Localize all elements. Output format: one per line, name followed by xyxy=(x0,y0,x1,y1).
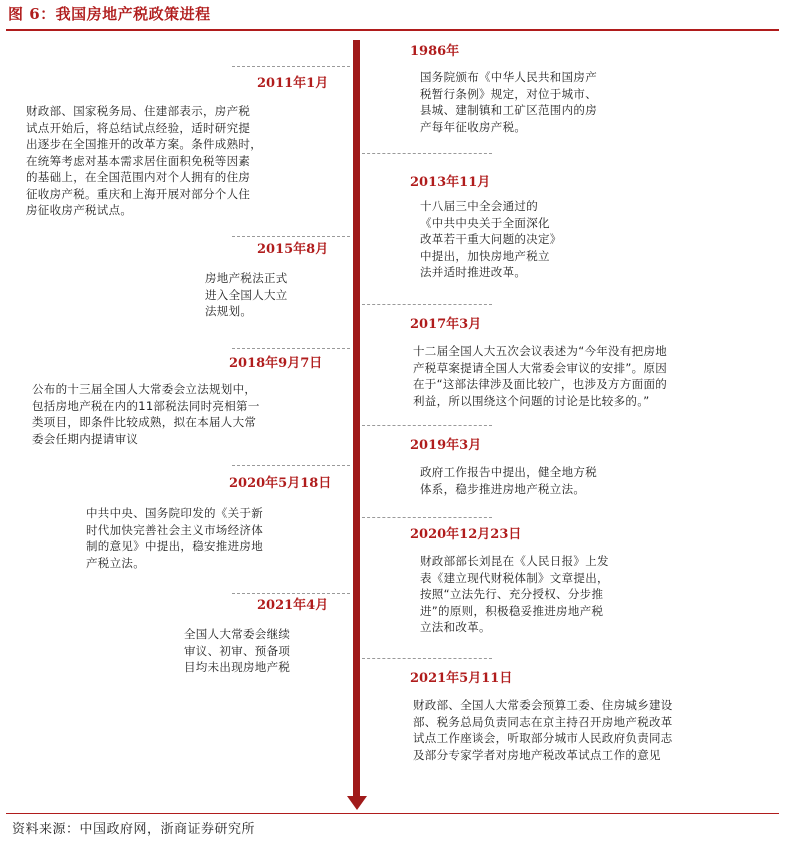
event-date-2021-04: 2021年4月 xyxy=(257,598,329,613)
event-date-1986: 1986年 xyxy=(410,44,460,59)
timeline-axis xyxy=(353,40,360,796)
event-text-2020-05-18: 中共中央、国务院印发的《关于新 时代加快完善社会主义市场经济体 制的意见》中提出，稳安推进房地 产税立法。 xyxy=(86,506,263,570)
event-text-1986: 国务院颁布《中华人民共和国房产 税暂行条例》规定，对位于城市、 县城、建制镇和工矿区范围内的房 产每年征收房产税。 xyxy=(420,70,597,134)
event-text-2011-01: 财政部、国家税务局、住建部表示，房产税 试点开始后，将总结试点经验，适时研究提 出逐步在全国推开的改革方案。条件成熟时， 在统筹考虑对基本需求居住面积免税等因素 的基础上，在全国范围内对个人拥有的住房 征收房产税。重庆和上海开展对部分个人住 房征收房产税试点。 xyxy=(26,104,262,217)
event-date-2011-01: 2011年1月 xyxy=(257,76,329,91)
event-text-2017-03: 十二届全国人大五次会议表述为“今年没有把房地 产税草案提请全国人大常委会审议的安排”。原因 在于“这部法律涉及面比较广，也涉及方方面面的 利益，所以围绕这个问题的讨论是比较多的。” xyxy=(413,344,668,408)
timeline-connector xyxy=(232,236,350,237)
event-date-2015-08: 2015年8月 xyxy=(257,242,329,257)
event-date-2013-11: 2013年11月 xyxy=(410,175,491,190)
event-date-2021-05-11: 2021年5月11日 xyxy=(410,671,513,686)
event-text-2013-11: 十八届三中全会通过的 《中共中央关于全面深化 改革若干重大问题的决定》 中提出，加快房地产税立 法并适时推进改革。 xyxy=(420,199,562,279)
event-text-2021-04: 全国人大常委会继续 审议、初审、预备项 目均未出现房地产税 xyxy=(184,627,291,674)
source-note: 资料来源：中国政府网，浙商证券研究所 xyxy=(12,822,256,837)
event-text-2018-09-07: 公布的十三届全国人大常委会立法规划中， 包括房地产税在内的11部税法同时亮相第一 类项目，即条件比较成熟，拟在本届人大常 委会任期内提请审议 xyxy=(32,382,260,446)
timeline-connector xyxy=(362,425,492,426)
timeline-connector xyxy=(232,66,350,67)
event-text-2020-12-23: 财政部部长刘昆在《人民日报》上发 表《建立现代财税体制》文章提出， 按照“立法先行、充分授权、分步推 进”的原则，积极稳妥推进房地产税 立法和改革。 xyxy=(420,554,609,634)
timeline-arrow-icon xyxy=(347,796,367,810)
timeline-connector xyxy=(232,465,350,466)
bottom-divider xyxy=(6,813,779,814)
event-date-2018-09-07: 2018年9月7日 xyxy=(229,356,323,371)
timeline-connector xyxy=(362,153,492,154)
event-text-2019-03: 政府工作报告中提出，健全地方税 体系，稳步推进房地产税立法。 xyxy=(420,465,597,496)
event-date-2019-03: 2019年3月 xyxy=(410,438,482,453)
event-date-2020-12-23: 2020年12月23日 xyxy=(410,527,522,542)
timeline-connector xyxy=(232,348,350,349)
timeline-connector xyxy=(362,658,492,659)
event-text-2015-08: 房地产税法正式 进入全国人大立 法规划。 xyxy=(205,271,288,318)
event-date-2020-05-18: 2020年5月18日 xyxy=(229,476,332,491)
event-text-2021-05-11: 财政部、全国人大常委会预算工委、住房城乡建设 部、税务总局负责同志在京主持召开房地产税改革 试点工作座谈会，听取部分城市人民政府负责同志 及部分专家学者对房地产税改革试点工作的意见 xyxy=(413,698,673,762)
event-date-2017-03: 2017年3月 xyxy=(410,317,482,332)
timeline-connector xyxy=(362,517,492,518)
timeline-connector xyxy=(362,304,492,305)
figure-title: 图 6：我国房地产税政策进程 xyxy=(8,5,211,23)
top-divider xyxy=(6,29,779,31)
